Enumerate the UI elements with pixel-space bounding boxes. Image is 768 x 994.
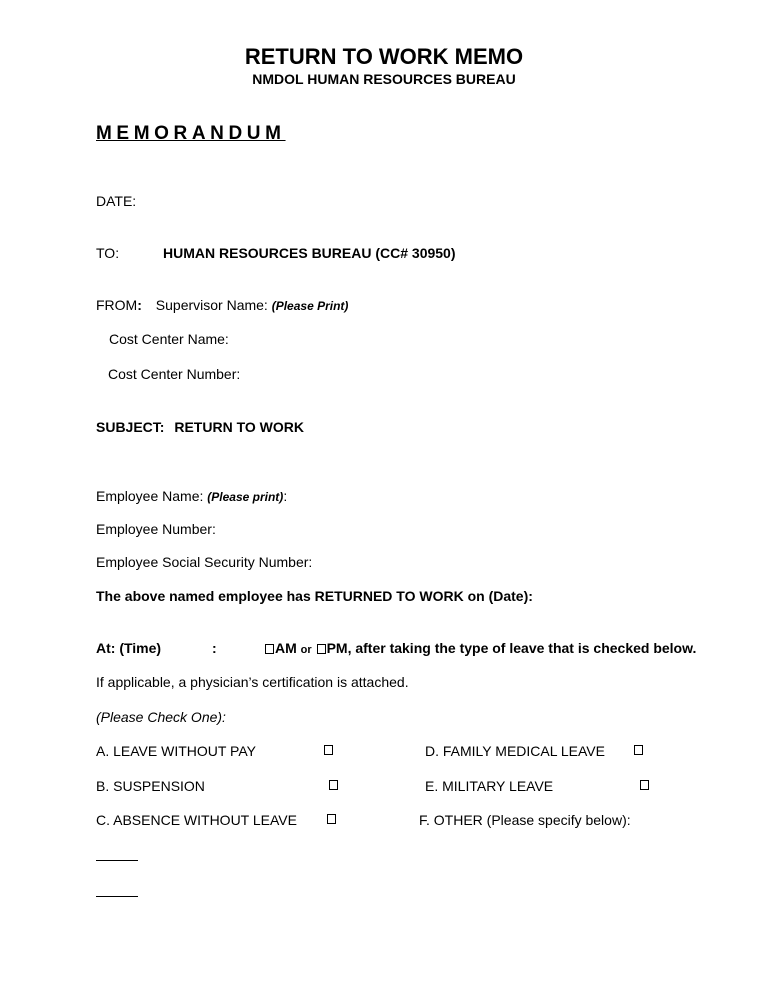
employee-number-label: Employee Number: <box>96 521 216 537</box>
leave-option-e: E. MILITARY LEAVE <box>425 778 554 794</box>
cost-center-number-label: Cost Center Number: <box>108 366 241 382</box>
date-label: DATE: <box>96 193 137 209</box>
leave-without-pay-checkbox[interactable] <box>324 745 333 755</box>
subject-label: SUBJECT: <box>96 419 165 435</box>
employee-ssn-label: Employee Social Security Number: <box>96 554 313 570</box>
suspension-checkbox[interactable] <box>329 780 338 790</box>
subject-value: RETURN TO WORK <box>174 419 304 435</box>
after-leave-text: , after taking the type of leave that is checked below. <box>347 640 697 656</box>
am-pm-row <box>264 640 696 656</box>
am-checkbox[interactable] <box>265 644 274 654</box>
supervisor-note: (Please Print) <box>271 299 349 313</box>
leave-option-f: F. OTHER (Please specify below): <box>419 812 631 828</box>
absence-without-leave-checkbox[interactable] <box>327 814 336 824</box>
employee-name-note: (Please print) <box>207 490 284 504</box>
other-specify-line-2[interactable] <box>96 896 138 897</box>
from-colon: : <box>137 297 142 313</box>
employee-name-colon: : <box>283 488 288 504</box>
from-row <box>96 297 348 313</box>
check-one-note: (Please Check One): <box>96 709 226 725</box>
am-label: AM <box>275 640 297 656</box>
leave-option-c: C. ABSENCE WITHOUT LEAVE <box>96 812 297 828</box>
employee-name-label: Employee Name: <box>96 488 204 504</box>
page-subtitle: NMDOL HUMAN RESOURCES BUREAU <box>252 71 516 87</box>
family-medical-leave-checkbox[interactable] <box>634 745 643 755</box>
or-label: or <box>300 644 312 656</box>
leave-option-b: B. SUSPENSION <box>96 778 205 794</box>
subject-row <box>96 419 304 435</box>
at-time-label: At: (Time) <box>96 640 162 656</box>
returned-statement: The above named employee has RETURNED TO WORK on (Date): <box>96 588 533 604</box>
page-title: RETURN TO WORK MEMO <box>244 44 524 69</box>
physician-note: If applicable, a physician’s certification is attached. <box>96 674 409 690</box>
supervisor-label: Supervisor Name: <box>155 297 268 313</box>
at-time-colon: : <box>212 640 217 656</box>
to-label: TO: <box>96 245 120 261</box>
leave-option-d: D. FAMILY MEDICAL LEAVE <box>425 743 605 759</box>
employee-name-row <box>96 488 287 504</box>
pm-label: PM <box>326 640 348 656</box>
pm-checkbox[interactable] <box>317 644 326 654</box>
leave-option-a: A. LEAVE WITHOUT PAY <box>96 743 256 759</box>
military-leave-checkbox[interactable] <box>640 780 649 790</box>
from-label: FROM <box>96 297 138 313</box>
memorandum-heading: MEMORANDUM <box>96 123 286 144</box>
cost-center-name-label: Cost Center Name: <box>109 331 229 347</box>
other-specify-line-1[interactable] <box>96 860 138 861</box>
to-value: HUMAN RESOURCES BUREAU (CC# 30950) <box>163 245 456 261</box>
